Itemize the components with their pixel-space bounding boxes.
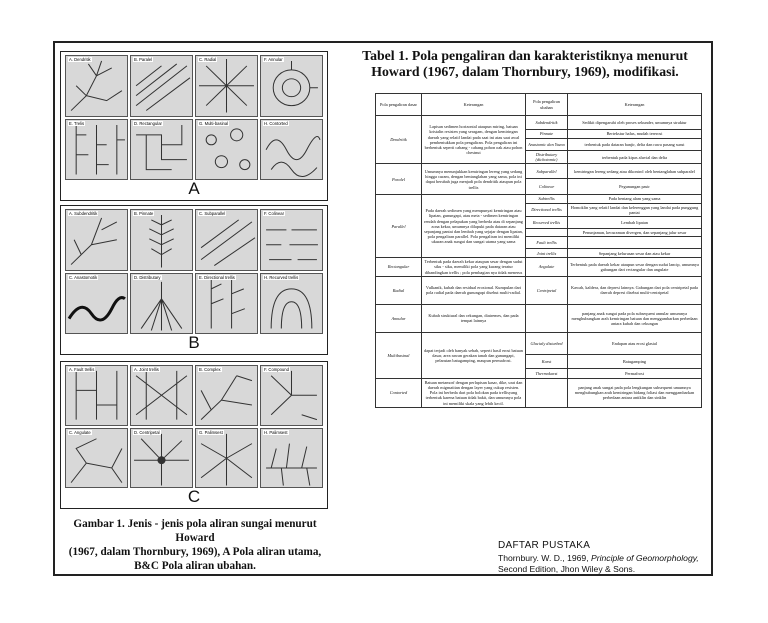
pattern-label: E. Directional trellis <box>199 274 235 280</box>
pattern-name-cell: Dendritik <box>376 116 422 164</box>
pattern-image <box>65 55 128 117</box>
pattern-description-cell: Terbentuk pada daerah kekar ataupun sesar dengan sudut siku - siku, memiliki pola yang kurang teratur dibandingkan trellis ; pola pembagian nya tidak menerus <box>422 258 526 277</box>
subpattern-name-cell: Subparallel <box>526 164 568 179</box>
subpattern-name-cell: Thermokarst <box>526 368 568 378</box>
subpattern-name-cell: Subtrellis <box>526 195 568 203</box>
caption-line: Gambar 1. Jenis - jenis pola aliran sungai menurut Howard <box>73 518 317 544</box>
subpattern-name-cell: Glacialy disturbed <box>526 332 568 354</box>
subpattern-description-cell: terbentuk pada dataran banjir, delta dan rawa pasang surut <box>568 139 702 151</box>
subpattern-description-cell: Sedikit dipengaruhi oleh proses sekunder, umumnya struktur <box>568 116 702 130</box>
subpattern-description-cell: Homoklin yang relatif landai dan kelerenggan yang landai pada punggung pantai <box>568 203 702 216</box>
pattern-name-cell: Rectangular <box>376 258 422 277</box>
pattern-image <box>130 428 193 489</box>
table-row <box>376 304 702 332</box>
table-header-row <box>376 94 702 116</box>
pattern-image <box>130 119 193 181</box>
subpattern-name-cell: Centripetal <box>526 276 568 304</box>
pattern-label: F. Compound <box>264 367 289 372</box>
pattern-label: H. Palimsest <box>264 429 288 435</box>
pattern-label: H. Recurved trellis <box>264 274 299 280</box>
pattern-image <box>260 55 323 117</box>
pattern-name-cell: Paralel <box>376 164 422 195</box>
references-title: DAFTAR PUSTAKA <box>498 540 591 551</box>
pattern-label: B. Paralel <box>134 57 153 62</box>
subpattern-name-cell <box>526 304 568 332</box>
pattern-label: C. Anastomotik <box>69 274 98 280</box>
subpattern-description-cell: Pegunungan pasir <box>568 179 702 195</box>
reference-book-title: Principle of Geomorphology, <box>590 553 699 563</box>
reference-entry-cont: Second Edition, Jhon Wiley & Sons. <box>498 564 636 574</box>
pattern-label: A. Joint trellis <box>134 367 159 372</box>
subpattern-description-cell: Kawah, kaldera, dan depresi lainnya. Gabungan dari pola centripetal pada daerah depresi disebut multi-centripetal <box>568 276 702 304</box>
pattern-label: C. Subparallel <box>199 211 226 216</box>
pattern-grid <box>65 209 323 334</box>
subpattern-description-cell <box>568 237 702 249</box>
pattern-label: A. Fault trellis <box>69 367 95 372</box>
pattern-label: C. Radial <box>199 57 217 62</box>
subpattern-name-cell: Recurved trellis <box>526 217 568 229</box>
pattern-image <box>260 365 323 426</box>
table-row <box>376 332 702 354</box>
subpattern-description-cell: Penunjaman, kecuraman divergen, dan sepanjang jalur sesar <box>568 229 702 237</box>
pattern-label: A. Dendritik <box>69 57 91 62</box>
subpattern-description-cell: Terbentuk pada daerah kekar ataupun sesar dengan sudut lancip, umumnya gabungan dari rectangular dan angulate <box>568 258 702 277</box>
pattern-image <box>195 428 258 489</box>
pattern-description-cell: Pada daerah sedimen yang mempunyai kemiringan atau lipatan, gunungapi, atau meta - sedimen kemiringan rendah dengan pelapukan yang berbeda atau di sepanjang zona kekar, umumnya dilapuki pada dataran atau sepanjang pantai dan lembah yang sejajar dengan lipatan, pola pengaliran parallel. Pola pengaliran ini memiliki ukuran anak sungai dan sungai utama yang sama <box>422 195 526 258</box>
subpattern-description-cell: Bertekstur halus, mudah tererosi <box>568 130 702 139</box>
table-title <box>345 48 705 80</box>
pattern-image <box>65 365 128 426</box>
header-cell: Keterangan <box>422 94 526 116</box>
subpattern-description-cell: Endapan atau erosi glasial <box>568 332 702 354</box>
table-row <box>376 378 702 407</box>
subpattern-name-cell: Fault trellis <box>526 237 568 249</box>
pattern-image <box>65 273 128 335</box>
pattern-label: D. Centripetal <box>134 429 160 435</box>
pattern-image <box>130 365 193 426</box>
subpattern-description-cell: Sepanjang kelurusan sesar dan atau kekar <box>568 249 702 258</box>
subpattern-description-cell: Batugamping <box>568 354 702 368</box>
pattern-label: F. Annular <box>264 57 283 62</box>
pattern-label: E. Trelis <box>69 120 85 126</box>
subpattern-name-cell: Colinear <box>526 179 568 195</box>
caption-line: B&C Pola aliran ubahan. <box>134 560 256 572</box>
subpattern-name-cell <box>526 229 568 237</box>
subpattern-name-cell: Pinnate <box>526 130 568 139</box>
subpattern-name-cell: Distributary (dichotomic) <box>526 151 568 164</box>
pattern-description-cell: Batuan metamorf dengan perlapisan kasar, dike, urat dan daerah migmatitan dengan layer yang cukup resisten. Pola ini berbeda dari pola bolokan pada trellisyang terbentuk karena batuan tidak bakit, dan umumnya pola ini memiliki skala yang lebih kecil. <box>422 378 526 407</box>
pattern-image <box>130 209 193 271</box>
header-cell: Pola pengaliran dasar <box>376 94 422 116</box>
table-body <box>376 116 702 408</box>
pattern-image <box>195 55 258 117</box>
figure-frame <box>53 41 713 576</box>
figure-panel-c <box>60 361 328 509</box>
reference-author: Thornbury. W. D., 1969, <box>498 553 591 563</box>
pattern-image <box>195 273 258 335</box>
panel-letter: B <box>188 333 200 352</box>
table-row <box>376 116 702 130</box>
reference-entry <box>498 553 699 563</box>
subpattern-description-cell: kemiringan lereng sedang atau dikontrol oleh bentanglahan subparalel <box>568 164 702 179</box>
pattern-description-cell: dapat terjadi oleh banyak sebab, seperti hasil erosi batuan dasar, area rawan gerakan tanah dan gunungapi, pelarutan batugamping, maupun permafrost. <box>422 332 526 378</box>
pattern-label: H. Contorted <box>264 120 288 126</box>
pattern-label: G. Palimsest <box>199 429 223 435</box>
subpattern-name-cell: Anastomic dan Yazoo <box>526 139 568 151</box>
subpattern-description-cell: Lembah lipatan <box>568 217 702 229</box>
figure-caption <box>59 517 331 573</box>
pattern-image <box>260 428 323 489</box>
pattern-name-cell: Contorted <box>376 378 422 407</box>
pattern-image <box>260 273 323 335</box>
table-row <box>376 164 702 179</box>
table-title-line: Howard (1967, dalam Thornbury, 1969), modifikasi. <box>371 64 679 79</box>
pattern-label: A. Subdendritik <box>69 211 98 216</box>
header-cell: Keterangan <box>568 94 702 116</box>
figure-panel-b <box>60 205 328 355</box>
subpattern-name-cell: Angulate <box>526 258 568 277</box>
subpattern-description-cell: panjang anak sungai pada pola lengkungan subsequent umumnya menghubungkan arah kemiringan bidang foliasi dan menggambarkan perbedaan antara antiklin dan sinklin <box>568 378 702 407</box>
pattern-image <box>130 55 193 117</box>
pattern-grid <box>65 55 323 180</box>
table-row <box>376 195 702 203</box>
pattern-description-cell: Lapisan sedimen horizontal ataupun miring, batuan kristalin resisten yang seragam, dengan kemiringan daerah yang relatif landai pada saat ini atau saat awal pembentukkan pola pengaliran. Pola pengaliran ini berbentuk seperti cabang - cabang pohon oak atau pohon chestnut <box>422 116 526 164</box>
pattern-image <box>195 209 258 271</box>
pattern-image <box>65 209 128 271</box>
subpattern-description-cell: Permafrost <box>568 368 702 378</box>
pattern-image <box>260 119 323 181</box>
subpattern-description-cell: terbentuk pada kipas aluvial dan delta <box>568 151 702 164</box>
figure-panel-a <box>60 51 328 201</box>
pattern-image <box>260 209 323 271</box>
subpattern-name-cell: Joint trellis <box>526 249 568 258</box>
pattern-label: C. Angulate <box>69 429 91 435</box>
pattern-name-cell: Radial <box>376 276 422 304</box>
subpattern-name-cell: Subdendritik <box>526 116 568 130</box>
caption-line: (1967, dalam Thornbury, 1969), A Pola aliran utama, <box>68 546 322 558</box>
pattern-description-cell: Kubah struktural dan cekungan, diatremes, dan pada tempat lainnya <box>422 304 526 332</box>
table-row <box>376 276 702 304</box>
pattern-label: D. Rectangular <box>134 120 162 126</box>
subpattern-name-cell: Karst <box>526 354 568 368</box>
drainage-pattern-table <box>375 93 702 408</box>
pattern-image <box>195 119 258 181</box>
header-cell: Pola pengaliran ubahan <box>526 94 568 116</box>
pattern-name-cell: Parallel <box>376 195 422 258</box>
table-title-line: Tabel 1. Pola pengaliran dan karakteristiknya menurut <box>362 48 688 63</box>
pattern-image <box>65 428 128 489</box>
pattern-label: F. Colinear <box>264 211 285 216</box>
pattern-label: D. Distributary <box>134 274 161 280</box>
pattern-label: B. Pinnate <box>134 211 154 216</box>
panel-letter: C <box>187 487 201 506</box>
subpattern-name-cell <box>526 378 568 407</box>
subpattern-description-cell: Pada bentang alam yang sama <box>568 195 702 203</box>
pattern-name-cell: Multibasinal <box>376 332 422 378</box>
panel-letter: A <box>188 179 200 198</box>
pattern-image <box>130 273 193 335</box>
pattern-name-cell: Annular <box>376 304 422 332</box>
pattern-image <box>65 119 128 181</box>
pattern-image <box>195 365 258 426</box>
pattern-grid <box>65 365 323 488</box>
pattern-description-cell: Vulkanik, kubah dan residual erosional. Kumpulan dari pola radial pada daerah gunungapi disebut multi-radial. <box>422 276 526 304</box>
pattern-label: G. Multi-basinal <box>199 120 229 126</box>
subpattern-name-cell: Directional trellis <box>526 203 568 216</box>
pattern-label: B. Complex <box>199 367 221 372</box>
subpattern-description-cell: panjang anak sungai pada pola subsequent annular umumnya menghubungkan arah kemiringan batuan dan menggambarkan perbedaan antara kubah dan cekungan <box>568 304 702 332</box>
pattern-description-cell: Umumnya menunjukkan kemiringan lereng yang sedang hingga curam, dengan bentanglahan yang sama, pola ini dapat berubah juga menjadi pola dendritik ataupun pola trellis <box>422 164 526 195</box>
table-row <box>376 258 702 277</box>
